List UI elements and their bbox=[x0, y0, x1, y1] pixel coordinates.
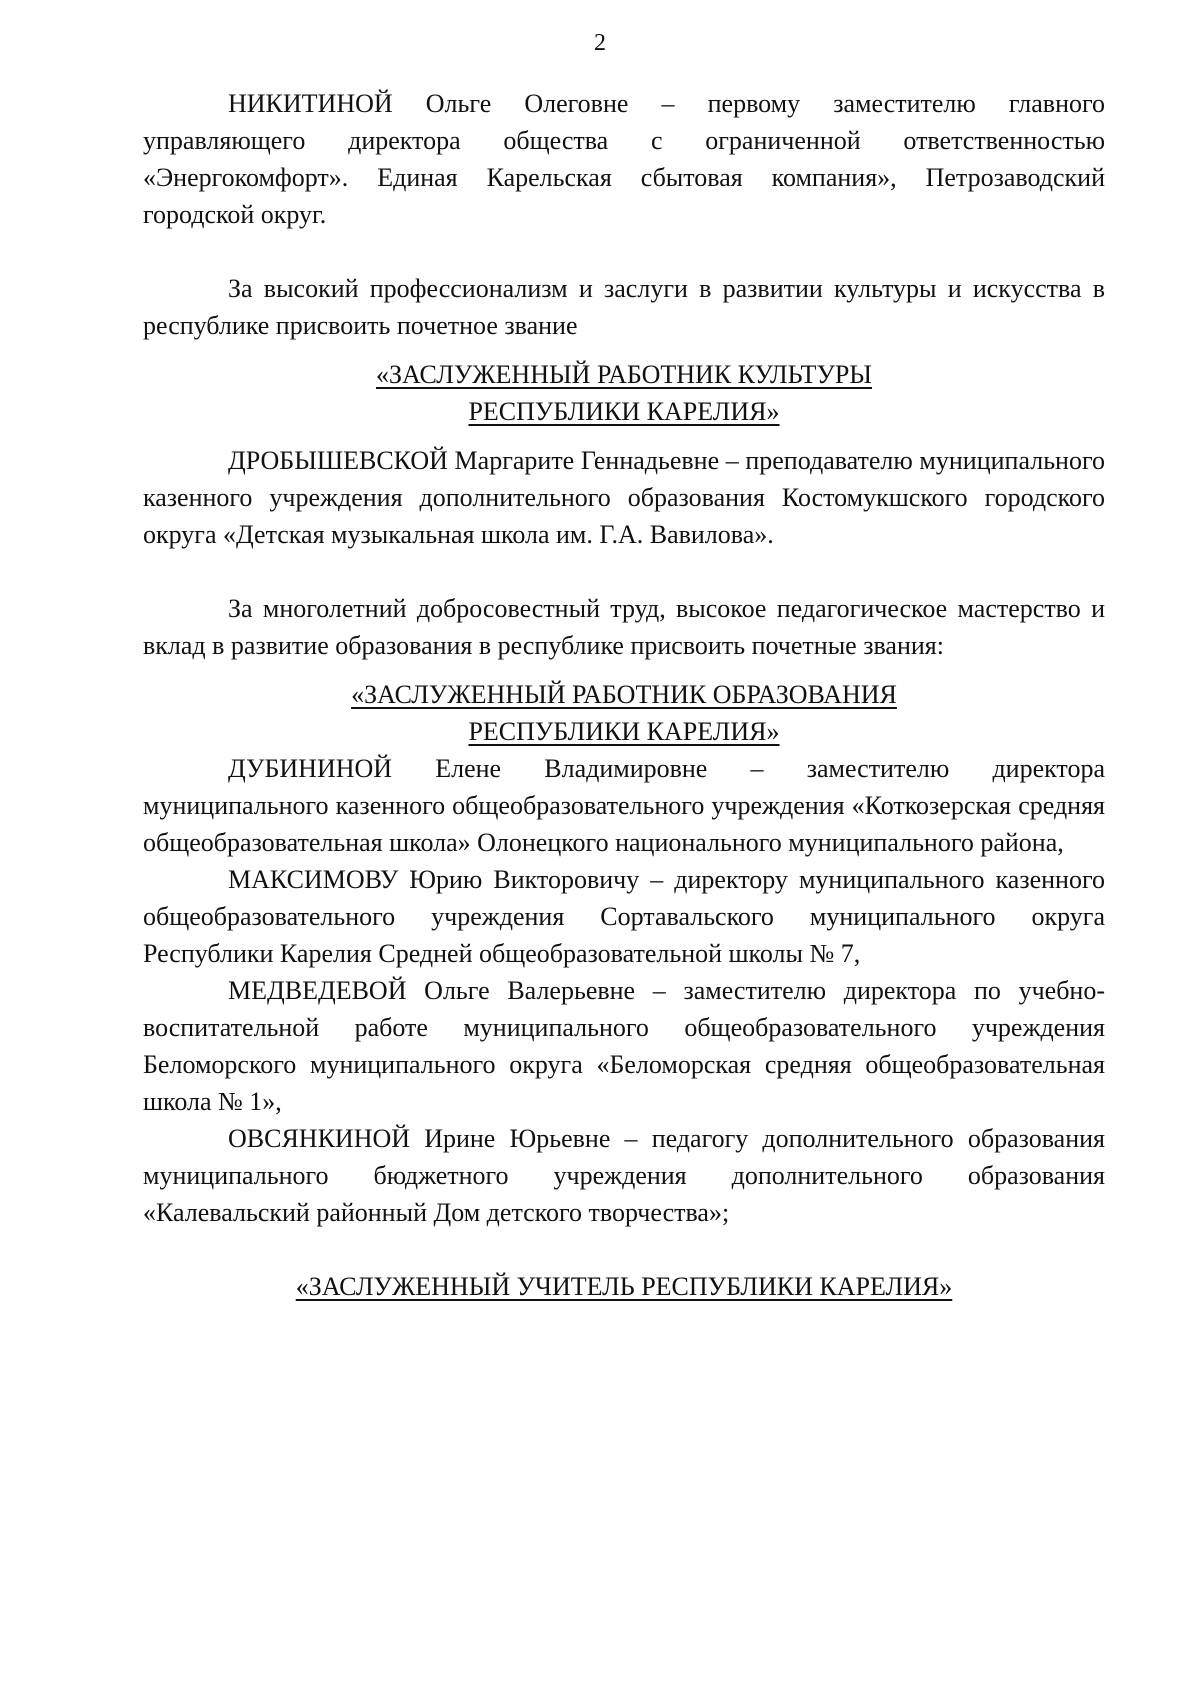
spacer bbox=[143, 664, 1105, 676]
paragraph-nikitina: НИКИТИНОЙ Ольге Олеговне – первому заместителю главного управляющего директора общества с ограниченной ответственностью «Энергокомфорт». Единая Карельская сбытовая компания», Петрозаводский городской округ. bbox=[143, 89, 1105, 229]
heading-culture-line1: «ЗАСЛУЖЕННЫЙ РАБОТНИК КУЛЬТУРЫ bbox=[376, 360, 872, 389]
heading-education-worker bbox=[143, 676, 1105, 750]
paragraph-intro-education: За многолетний добросовестный труд, высокое педагогическое мастерство и вклад в развитие образования в республике присвоить почетные звания: bbox=[143, 594, 1105, 660]
spacer bbox=[143, 233, 1105, 270]
paragraph-maksimov: МАКСИМОВУ Юрию Викторовичу – директору муниципального казенного общеобразовательного учреждения Сортавальского муниципального округа Республики Карелия Средней общеобразовательной школы № 7, bbox=[143, 865, 1105, 968]
heading-teacher-line: «ЗАСЛУЖЕННЫЙ УЧИТЕЛЬ РЕСПУБЛИКИ КАРЕЛИЯ» bbox=[295, 1272, 953, 1301]
spacer bbox=[143, 430, 1105, 442]
heading-honored-teacher bbox=[143, 1268, 1105, 1305]
heading-culture-worker bbox=[143, 356, 1105, 430]
paragraph-intro-culture: За высокий профессионализм и заслуги в развитии культуры и искусства в республике присвоить почетное звание bbox=[143, 274, 1105, 340]
paragraph-drobyshevskaya: ДРОБЫШЕВСКОЙ Маргарите Геннадьевне – преподавателю муниципального казенного учреждения дополнительного образования Костомукшского городского округа «Детская музыкальная школа им. Г.А. Вавилова». bbox=[143, 446, 1105, 549]
spacer bbox=[143, 1231, 1105, 1268]
paragraph-medvedeva: МЕДВЕДЕВОЙ Ольге Валерьевне – заместителю директора по учебно-воспитательной работе муниципального общеобразовательного учреждения Беломорского муниципального округа «Беломорская средняя общеобразовательная школа № 1», bbox=[143, 976, 1105, 1116]
heading-education-line2: РЕСПУБЛИКИ КАРЕЛИЯ» bbox=[468, 717, 780, 746]
spacer bbox=[143, 344, 1105, 356]
document-body bbox=[143, 85, 1105, 1305]
spacer bbox=[143, 553, 1105, 590]
heading-education-line1: «ЗАСЛУЖЕННЫЙ РАБОТНИК ОБРАЗОВАНИЯ bbox=[351, 680, 897, 709]
paragraph-dubinina: ДУБИНИНОЙ Елене Владимировне – заместителю директора муниципального казенного общеобразовательного учреждения «Коткозерская средняя общеобразовательная школа» Олонецкого национального муниципального района, bbox=[143, 754, 1105, 857]
heading-culture-line2: РЕСПУБЛИКИ КАРЕЛИЯ» bbox=[468, 397, 780, 426]
paragraph-ovsyankina: ОВСЯНКИНОЙ Ирине Юрьевне – педагогу дополнительного образования муниципального бюджетного учреждения дополнительного образования «Калевальский районный Дом детского творчества»; bbox=[143, 1124, 1105, 1227]
page-number: 2 bbox=[594, 30, 606, 56]
